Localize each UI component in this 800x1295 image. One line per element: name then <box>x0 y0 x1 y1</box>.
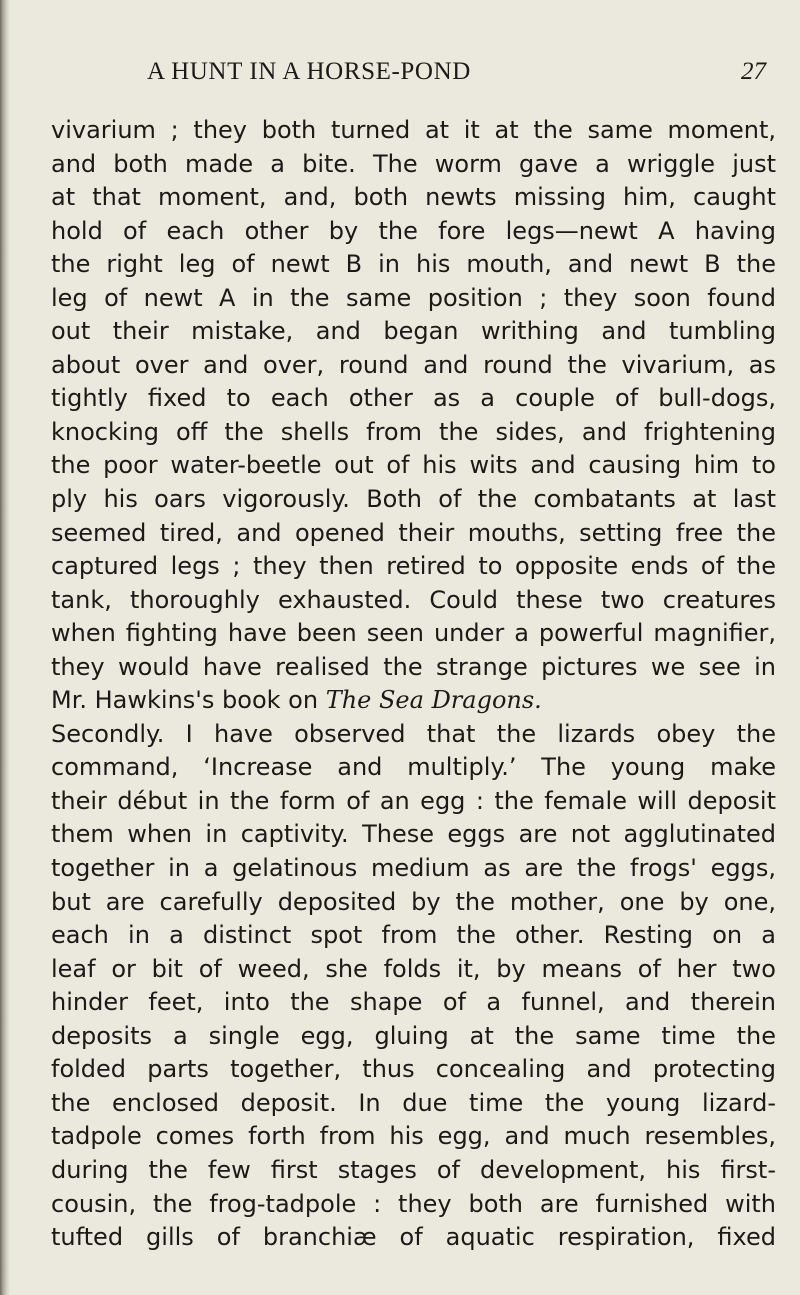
text-line: tank, thoroughly exhausted. Could these two creatures <box>51 585 776 614</box>
text-line: tightly fixed to each other as a couple of bull-dogs, <box>51 384 776 413</box>
text-line: tufted gills of branchiæ of aquatic respiration, fixed <box>51 1223 776 1252</box>
text-line: cousin, the frog-tadpole : they both are furnished with <box>51 1189 776 1218</box>
text-line: and both made a bite. The worm gave a wriggle just <box>51 149 776 178</box>
text-line: hold of each other by the fore legs—newt A having <box>51 216 776 245</box>
text-line: vivarium ; they both turned at it at the same moment, <box>51 116 776 144</box>
text-line: ply his oars vigorously. Both of the combatants at last <box>51 485 776 514</box>
text-line: deposits a single egg, gluing at the same time the <box>51 1021 776 1050</box>
text-line: the enclosed deposit. In due time the young lizard- <box>51 1088 776 1117</box>
text-line: their début in the form of an egg : the female will deposit <box>51 786 776 815</box>
text-line: Secondly. I have observed that the lizards obey the <box>51 719 776 748</box>
page-binding-shadow <box>0 0 10 1295</box>
page-number: 27 <box>741 58 766 85</box>
paragraph-end-line <box>51 684 776 718</box>
text-line: captured legs ; they then retired to opposite ends of the <box>51 552 776 581</box>
text-line: the poor water-beetle out of his wits and causing him to <box>51 451 776 480</box>
text-line: knocking off the shells from the sides, and frightening <box>51 417 776 446</box>
text-line: hinder feet, into the shape of a funnel, and therein <box>51 988 776 1017</box>
running-header <box>0 58 800 98</box>
text-line: them when in captivity. These eggs are not agglutinated <box>51 820 776 849</box>
text-line: during the few first stages of development, his first- <box>51 1155 776 1184</box>
text-line: leaf or bit of weed, she folds it, by means of her two <box>51 954 776 983</box>
text-line: at that moment, and, both newts missing him, caught <box>51 183 776 212</box>
text-line: leg of newt A in the same position ; they soon found <box>51 283 776 312</box>
text-line: tadpole comes forth from his egg, and much resembles, <box>51 1122 776 1151</box>
text-line: but are carefully deposited by the mother, one by one, <box>51 887 776 916</box>
body-text <box>51 114 776 1255</box>
text-line: out their mistake, and began writhing and tumbling <box>51 317 776 346</box>
text-line: Mr. Hawkins's book on <box>51 686 319 715</box>
running-title: A HUNT IN A HORSE-POND <box>147 58 471 85</box>
text-line: seemed tired, and opened their mouths, setting free the <box>51 518 776 547</box>
text-line: folded parts together, thus concealing and protecting <box>51 1055 776 1084</box>
text-line: about over and over, round and round the vivarium, as <box>51 350 776 379</box>
text-line: they would have realised the strange pictures we see in <box>51 652 776 681</box>
text-line: the right leg of newt B in his mouth, and newt B the <box>51 250 776 279</box>
book-title: The Sea Dragons. <box>325 686 542 715</box>
text-line: command, ‘Increase and multiply.’ The young make <box>51 753 776 782</box>
text-line: together in a gelatinous medium as are the frogs' eggs, <box>51 854 776 883</box>
text-line: each in a distinct spot from the other. Resting on a <box>51 921 776 950</box>
text-line: when fighting have been seen under a powerful magnifier, <box>51 619 776 648</box>
